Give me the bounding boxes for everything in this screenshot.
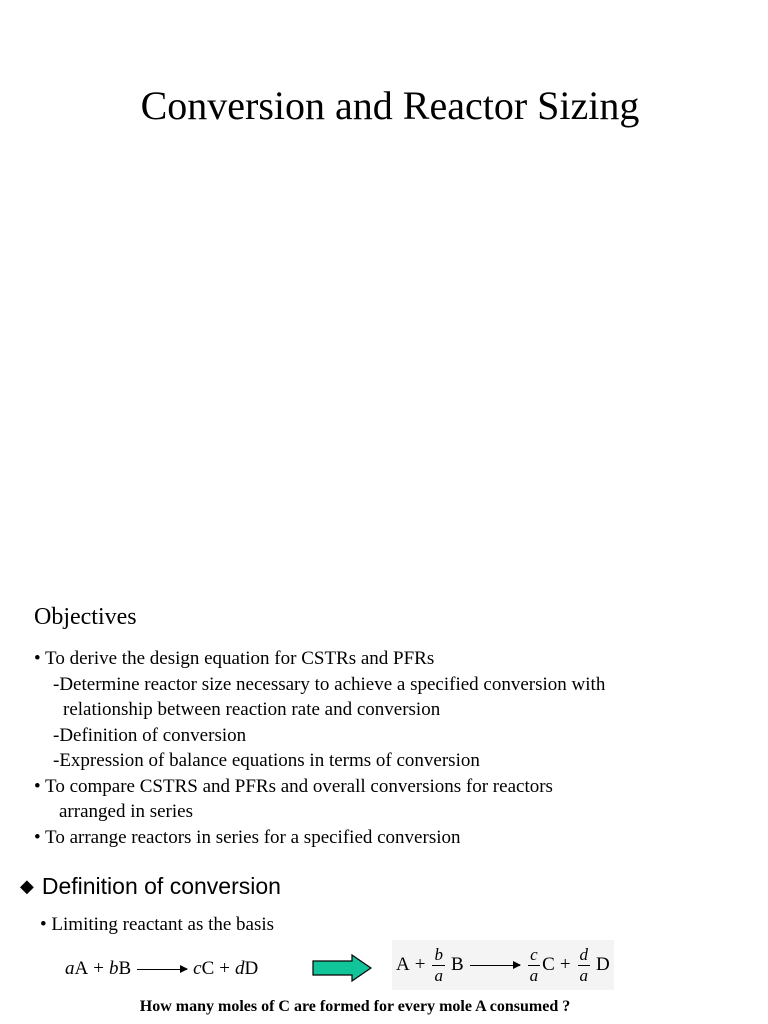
objectives-list [34, 646, 734, 850]
species-c: C [201, 958, 215, 979]
definition-heading [20, 871, 281, 901]
list-item: -Definition of conversion [53, 724, 247, 746]
denominator: a [529, 965, 539, 985]
fraction-b-over-a [432, 945, 445, 986]
coef-b: b [108, 958, 119, 979]
denominator: a [434, 965, 443, 985]
numerator: c [530, 944, 538, 964]
reaction-arrow-icon [137, 969, 187, 970]
definition-heading-text: Definition of conversion [41, 873, 281, 899]
question-text: How many moles of C are formed for every mole A consumed ? [139, 998, 571, 1015]
species-c: C [542, 954, 555, 975]
fraction-c-over-a [528, 945, 541, 986]
general-reaction-equation [65, 956, 258, 982]
basis-bullet: • Limiting reactant as the basis [40, 914, 275, 935]
fraction-d-over-a [578, 945, 591, 986]
diamond-bullet-icon: ◆ [20, 876, 34, 896]
species-a: A [74, 958, 89, 979]
objectives-heading: Objectives [34, 604, 137, 630]
numerator: d [579, 944, 589, 964]
coef-a: a [65, 958, 75, 979]
plus-sign: + [414, 954, 426, 975]
plus-sign: + [219, 958, 230, 979]
species-b: B [450, 954, 464, 975]
reaction-arrow-icon [470, 965, 520, 966]
list-item: -Determine reactor size necessary to achieve a specified conversion with [53, 673, 606, 695]
list-item: • To compare CSTRS and PFRs and overall conversions for reactors [34, 775, 553, 797]
list-item: relationship between reaction rate and conversion [63, 699, 441, 720]
coef-d: d [234, 958, 245, 979]
list-item: -Expression of balance equations in terms of conversion [53, 750, 480, 771]
species-a: A [396, 954, 410, 975]
list-item: • To derive the design equation for CSTRs and PFRs [34, 648, 435, 669]
species-b: B [118, 958, 132, 979]
normalized-reaction-equation [392, 940, 614, 990]
species-d: D [244, 958, 259, 979]
plus-sign: + [93, 958, 104, 979]
page-title: Conversion and Reactor Sizing [140, 83, 640, 128]
numerator: b [434, 944, 443, 964]
right-arrow-icon [312, 954, 372, 982]
list-item: • To arrange reactors in series for a specified conversion [34, 826, 461, 848]
denominator: a [579, 965, 589, 985]
coef-c: c [193, 958, 202, 979]
plus-sign: + [559, 954, 571, 975]
list-item: arranged in series [59, 801, 193, 822]
species-d: D [596, 954, 610, 975]
